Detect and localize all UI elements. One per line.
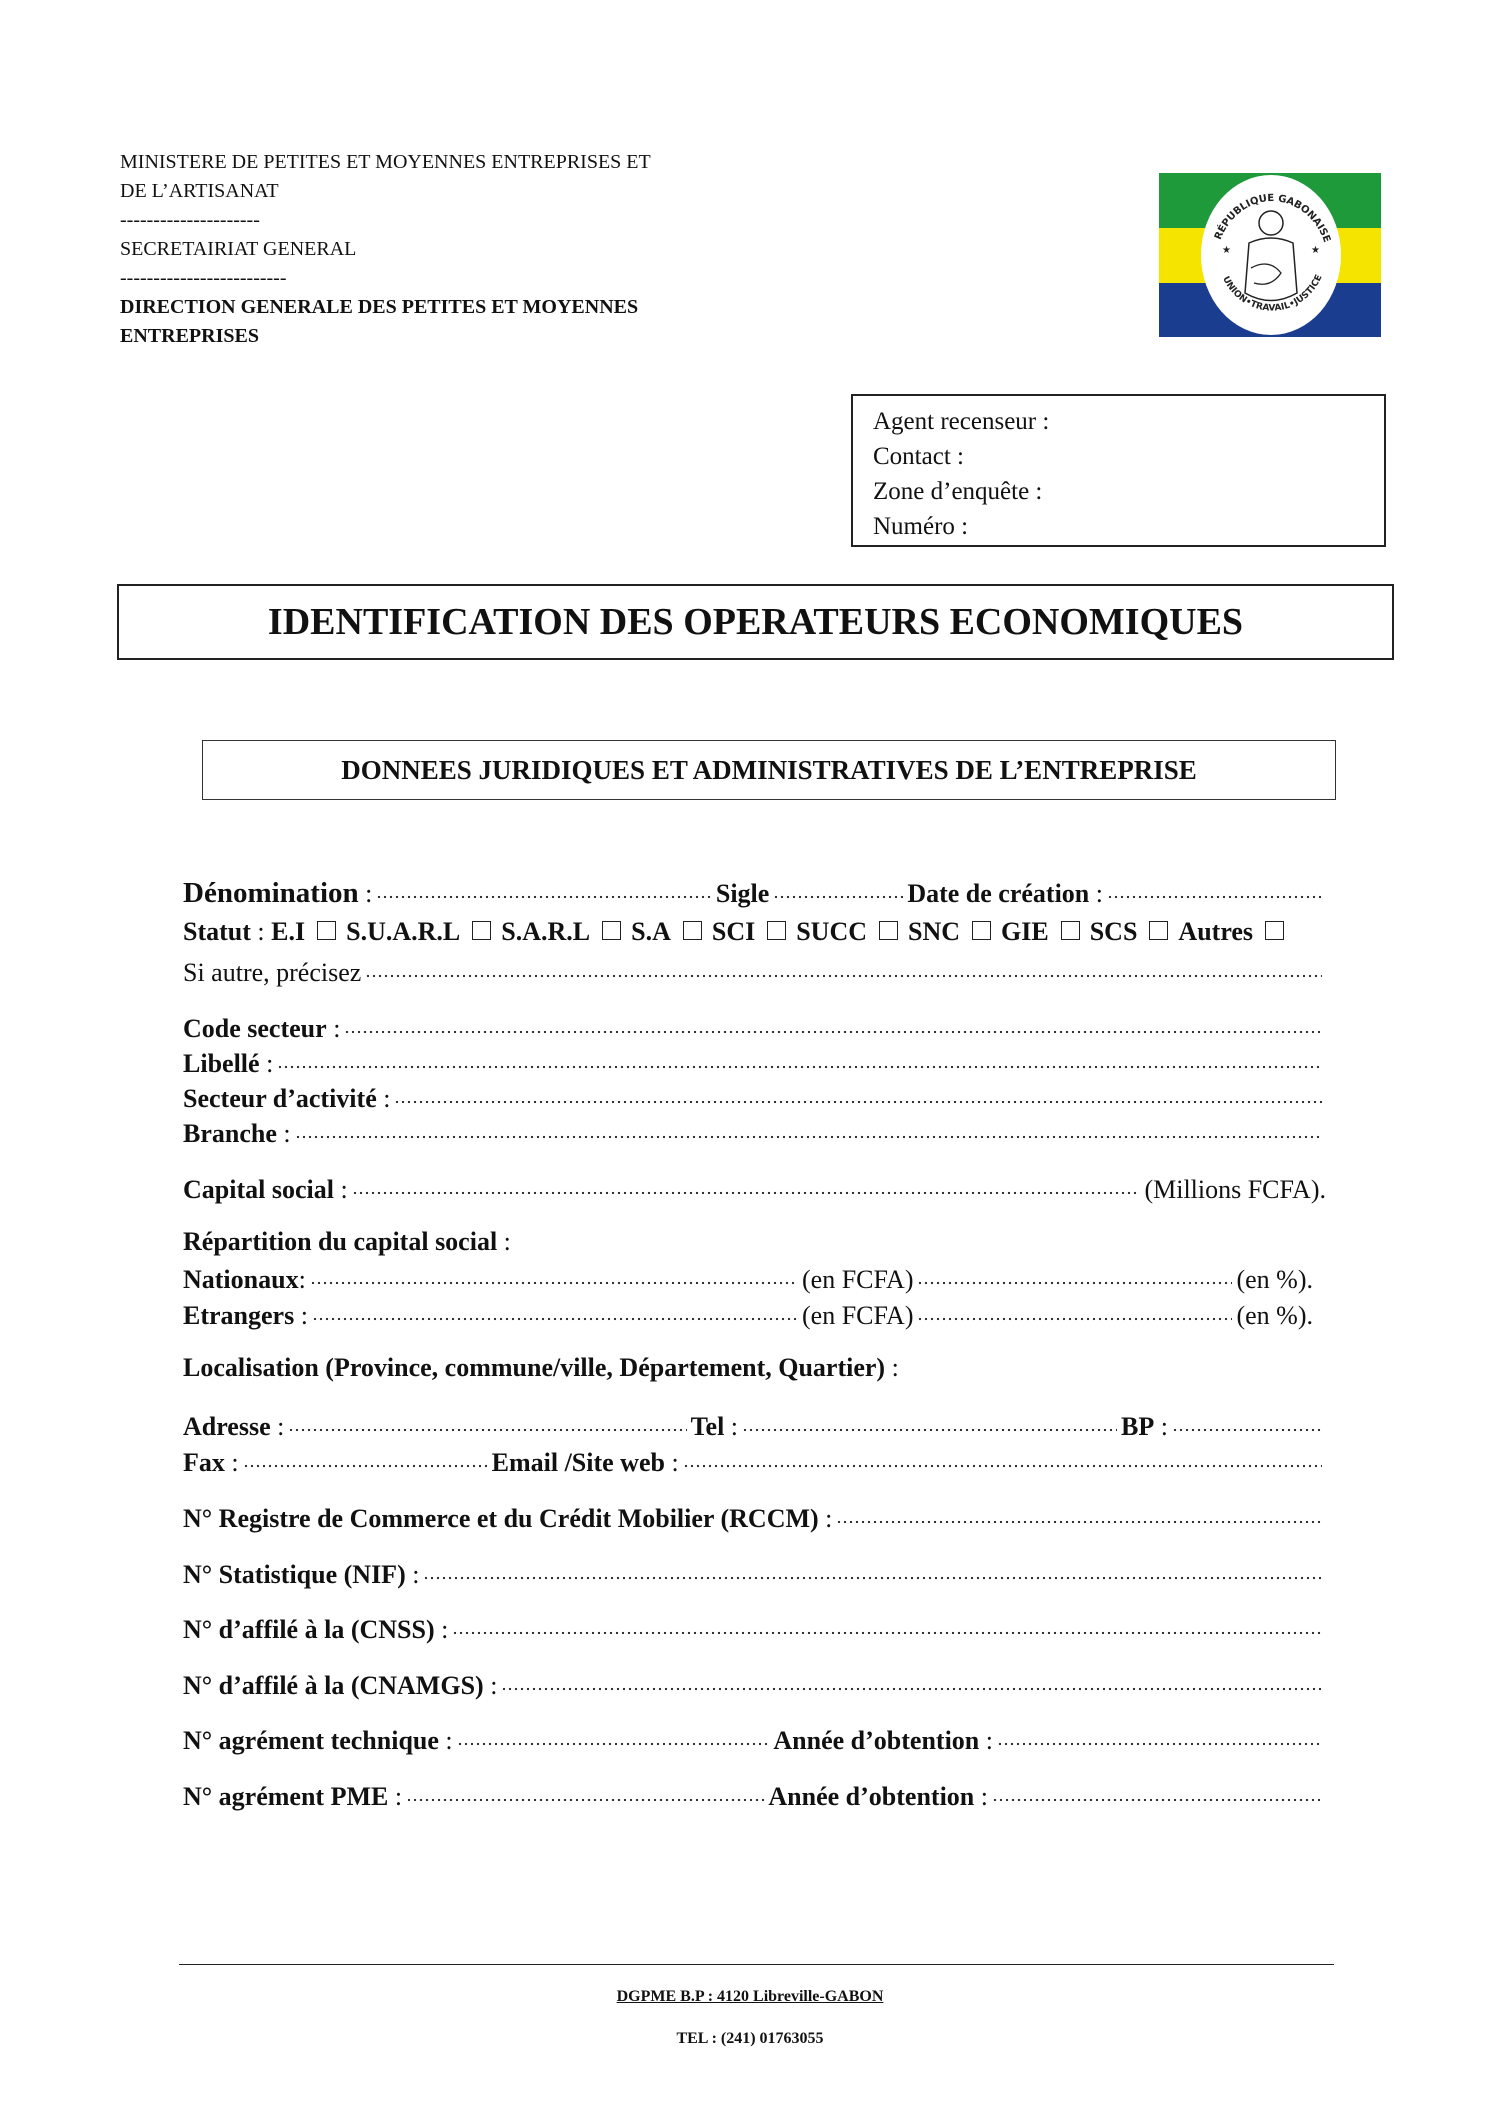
bp-label: BP	[1121, 1412, 1155, 1441]
colon: :	[825, 1504, 833, 1533]
colon: :	[333, 1014, 341, 1043]
si-autre-field[interactable]	[365, 957, 1322, 983]
colon: :	[394, 1782, 403, 1811]
capital-social-field[interactable]	[352, 1174, 1141, 1200]
fcfa-unit: (en FCFA)	[802, 1301, 914, 1330]
etrangers-label: Etrangers	[183, 1301, 295, 1330]
colon: :	[503, 1227, 511, 1256]
tel-label: Tel	[690, 1412, 725, 1441]
svg-text:★: ★	[1222, 245, 1231, 256]
section-title: DONNEES JURIDIQUES ET ADMINISTRATIVES DE L’ENTREPRISE	[202, 740, 1336, 800]
branche-label: Branche	[183, 1119, 277, 1148]
colon: :	[490, 1671, 498, 1700]
branche-field[interactable]	[295, 1118, 1322, 1144]
agent-info-box	[851, 394, 1386, 547]
denomination-label: Dénomination	[183, 877, 359, 909]
annee-obtention-pme-field[interactable]	[992, 1781, 1322, 1807]
bp-field[interactable]	[1172, 1411, 1322, 1437]
si-autre-row	[183, 955, 1326, 989]
secteur-activite-label: Secteur d’activité	[183, 1084, 377, 1113]
adresse-row	[183, 1409, 1326, 1443]
colon: :	[300, 1301, 308, 1330]
statut-option-succ: SUCC	[796, 917, 868, 946]
statut-option-gie: GIE	[1001, 917, 1049, 946]
code-secteur-field[interactable]	[344, 1013, 1322, 1039]
denomination-row	[183, 876, 1326, 910]
colon: :	[277, 1412, 285, 1441]
cnamgs-label: N° d’affilé à la (CNAMGS)	[183, 1671, 484, 1700]
pct-unit: (en %).	[1236, 1265, 1313, 1294]
agrement-technique-label: N° agrément technique	[183, 1726, 439, 1755]
svg-text:★: ★	[1311, 245, 1320, 256]
svg-text:UNION•TRAVAIL•JUSTICE: UNION•TRAVAIL•JUSTICE	[1220, 273, 1325, 314]
fax-label: Fax	[183, 1448, 225, 1477]
annee-obtention-label: Année d’obtention	[768, 1782, 975, 1811]
colon: :	[283, 1119, 291, 1148]
colon: :	[412, 1560, 420, 1589]
date-creation-field[interactable]	[1107, 878, 1322, 904]
checkbox-sarl[interactable]	[602, 921, 621, 940]
secretariat: SECRETAIRIAT GENERAL	[120, 238, 357, 260]
rccm-row	[183, 1501, 1326, 1535]
colon: :	[365, 879, 373, 908]
zone-label: Zone d’enquête :	[873, 478, 1043, 505]
rccm-field[interactable]	[836, 1503, 1322, 1529]
capital-unit: (Millions FCFA).	[1144, 1175, 1326, 1204]
denomination-field[interactable]	[376, 878, 712, 904]
nationaux-fcfa-field[interactable]	[310, 1264, 798, 1290]
adresse-label: Adresse	[183, 1412, 271, 1441]
fax-email-row	[183, 1445, 1326, 1479]
agrement-technique-row	[183, 1723, 1326, 1757]
repartition-row	[183, 1227, 1326, 1261]
direction-name: DIRECTION GENERALE DES PETITES ET MOYENNES	[120, 296, 639, 318]
nationaux-row	[183, 1262, 1313, 1296]
colon: :	[441, 1615, 449, 1644]
statut-label: Statut	[183, 917, 251, 946]
annee-obtention-label: Année d’obtention	[773, 1726, 980, 1755]
colon: :	[266, 1049, 274, 1078]
nationaux-pct-field[interactable]	[917, 1264, 1232, 1290]
libelle-row	[183, 1046, 1326, 1080]
checkbox-sa[interactable]	[683, 921, 702, 940]
statut-option-suarl: S.U.A.R.L	[346, 917, 461, 946]
tel-field[interactable]	[742, 1411, 1117, 1437]
colon: :	[340, 1175, 348, 1204]
cnss-row	[183, 1612, 1326, 1646]
annee-obtention-tech-field[interactable]	[997, 1725, 1322, 1751]
nif-field[interactable]	[423, 1559, 1322, 1585]
etrangers-pct-field[interactable]	[917, 1300, 1232, 1326]
colon: :	[980, 1782, 988, 1811]
cnss-label: N° d’affilé à la (CNSS)	[183, 1615, 435, 1644]
agrement-pme-label: N° agrément PME	[183, 1782, 389, 1811]
colon: :	[445, 1726, 453, 1755]
colon: :	[383, 1084, 391, 1113]
sigle-label: Sigle	[715, 879, 770, 908]
statut-option-autres: Autres	[1178, 917, 1254, 946]
agrement-pme-field[interactable]	[406, 1781, 764, 1807]
svg-text:RÉPUBLIQUE GABONAISE: RÉPUBLIQUE GABONAISE	[1212, 192, 1333, 244]
nif-label: N° Statistique (NIF)	[183, 1560, 406, 1589]
nationaux-label: Nationaux	[183, 1265, 299, 1294]
pct-unit: (en %).	[1236, 1301, 1313, 1330]
gabon-coat-of-arms-logo	[1159, 173, 1381, 337]
nif-row	[183, 1557, 1326, 1591]
branche-row	[183, 1116, 1326, 1150]
etrangers-row	[183, 1298, 1313, 1332]
code-secteur-label: Code secteur	[183, 1014, 327, 1043]
statut-option-sa: S.A	[631, 917, 671, 946]
statut-option-sci: SCI	[711, 917, 756, 946]
ministry-name-2: DE L’ARTISANAT	[120, 180, 279, 202]
checkbox-ei[interactable]	[317, 921, 336, 940]
sigle-field[interactable]	[773, 878, 903, 904]
statut-option-scs: SCS	[1089, 917, 1138, 946]
fax-field[interactable]	[243, 1447, 488, 1473]
capital-social-row	[183, 1172, 1326, 1206]
libelle-field[interactable]	[277, 1048, 1322, 1074]
adresse-field[interactable]	[288, 1411, 686, 1437]
agrement-technique-field[interactable]	[457, 1725, 770, 1751]
colon: :	[671, 1448, 679, 1477]
ministry-name: MINISTERE DE PETITES ET MOYENNES ENTREPRISES ET	[120, 151, 651, 173]
cnamgs-field[interactable]	[501, 1670, 1322, 1696]
colon: :	[730, 1412, 739, 1441]
email-field[interactable]	[683, 1447, 1322, 1473]
colon: :	[257, 917, 265, 946]
footer-tel: TEL : (241) 01763055	[676, 2030, 824, 2047]
statut-option-sarl: S.A.R.L	[501, 917, 591, 946]
rccm-label: N° Registre de Commerce et du Crédit Mobilier (RCCM)	[183, 1504, 819, 1533]
colon: :	[891, 1353, 899, 1382]
email-label: Email /Site web	[491, 1448, 665, 1477]
agent-recenseur-label: Agent recenseur :	[873, 408, 1050, 435]
statut-option-snc: SNC	[908, 917, 961, 946]
checkbox-autres[interactable]	[1265, 921, 1284, 940]
footer-address: DGPME B.P : 4120 Libreville-GABON	[616, 1988, 884, 2005]
cnss-field[interactable]	[452, 1614, 1322, 1640]
document-title: IDENTIFICATION DES OPERATEURS ECONOMIQUES	[117, 584, 1394, 660]
direction-name-2: ENTREPRISES	[120, 325, 259, 347]
ministry-header	[120, 148, 651, 351]
checkbox-gie[interactable]	[1061, 921, 1080, 940]
fcfa-unit: (en FCFA)	[802, 1265, 914, 1294]
separator: -------------------------	[120, 267, 287, 289]
code-secteur-row	[183, 1011, 1326, 1045]
statut-option-ei: E.I	[271, 917, 306, 946]
agrement-pme-row	[183, 1779, 1326, 1813]
colon: :	[985, 1726, 993, 1755]
secteur-activite-row	[183, 1081, 1326, 1115]
colon: :	[298, 1265, 306, 1294]
date-creation-label: Date de création	[907, 879, 1090, 908]
secteur-activite-field[interactable]	[394, 1083, 1322, 1109]
checkbox-snc[interactable]	[972, 921, 991, 940]
checkbox-suarl[interactable]	[472, 921, 491, 940]
capital-social-label: Capital social	[183, 1175, 334, 1204]
numero-label: Numéro :	[873, 513, 969, 540]
cnamgs-row	[183, 1668, 1326, 1702]
colon: :	[1095, 879, 1103, 908]
colon: :	[1160, 1412, 1168, 1441]
checkbox-scs[interactable]	[1149, 921, 1168, 940]
repartition-label: Répartition du capital social	[183, 1227, 498, 1256]
localisation-label: Localisation (Province, commune/ville, Département, Quartier)	[183, 1353, 886, 1382]
statut-row	[183, 917, 1326, 951]
checkbox-sci[interactable]	[767, 921, 786, 940]
etrangers-fcfa-field[interactable]	[312, 1300, 798, 1326]
localisation-row	[183, 1353, 1326, 1387]
libelle-label: Libellé	[183, 1049, 260, 1078]
colon: :	[231, 1448, 239, 1477]
checkbox-succ[interactable]	[879, 921, 898, 940]
footer-divider	[179, 1964, 1334, 1965]
separator: ---------------------	[120, 209, 260, 231]
contact-label: Contact :	[873, 443, 964, 470]
si-autre-label: Si autre, précisez	[183, 958, 362, 987]
